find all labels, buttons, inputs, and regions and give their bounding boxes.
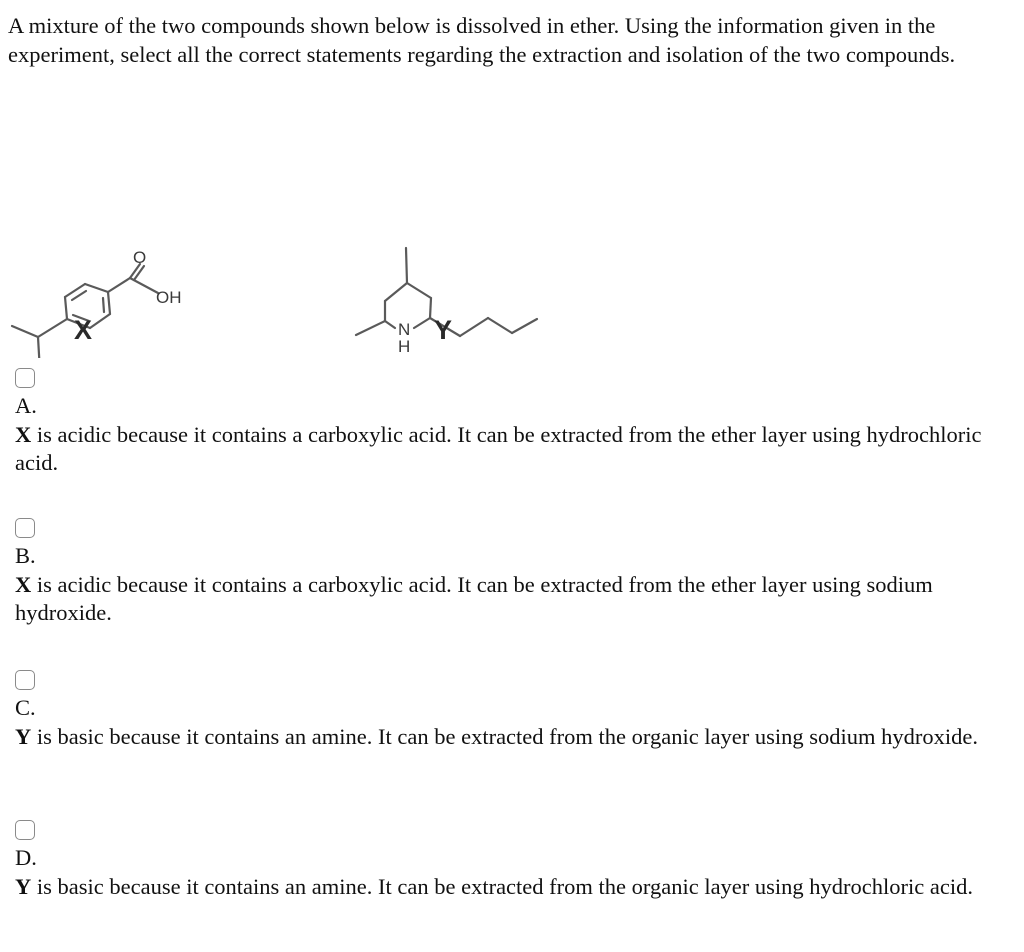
chemical-structures-figure xyxy=(0,118,560,358)
option-b-letter: B. xyxy=(15,543,36,568)
hydroxyl-atom-label: OH xyxy=(156,288,182,307)
option-b-subject: X xyxy=(15,571,32,597)
option-d-subject: Y xyxy=(15,873,32,899)
option-b[interactable] xyxy=(15,518,1005,628)
option-a[interactable] xyxy=(15,368,1005,478)
option-b-text xyxy=(15,571,1005,628)
oxygen-atom-label: O xyxy=(133,248,147,267)
option-d-text xyxy=(15,873,1005,902)
option-b-statement: is acidic because it contains a carboxylic acid. It can be extracted from the ether layer using sodium hydroxide. xyxy=(15,571,933,625)
option-a-statement: is acidic because it contains a carboxylic acid. It can be extracted from the ether layer using hydrochloric acid. xyxy=(15,421,982,475)
compound-x-label: X xyxy=(74,315,93,345)
option-a-subject: X xyxy=(15,421,32,447)
option-c[interactable] xyxy=(15,670,1005,751)
question-text: A mixture of the two compounds shown below is dissolved in ether. Using the information given in the experiment, select all the correct statements regarding the extraction and isolation of the two compounds. xyxy=(8,13,956,67)
hydrogen-atom-label: H xyxy=(398,337,411,356)
compound-y-label: Y xyxy=(434,315,453,345)
option-c-checkbox[interactable] xyxy=(15,670,35,690)
option-d-checkbox[interactable] xyxy=(15,820,35,840)
nitrogen-atom-label: N xyxy=(398,320,411,339)
option-c-subject: Y xyxy=(15,723,32,749)
option-c-statement: is basic because it contains an amine. It can be extracted from the organic layer using sodium hydroxide. xyxy=(31,723,979,749)
option-a-letter: A. xyxy=(15,393,37,418)
option-b-checkbox[interactable] xyxy=(15,518,35,538)
option-c-text xyxy=(15,723,1005,752)
option-a-text xyxy=(15,421,1005,478)
option-a-checkbox[interactable] xyxy=(15,368,35,388)
option-c-letter: C. xyxy=(15,695,36,720)
option-d-statement: is basic because it contains an amine. It can be extracted from the organic layer using hydrochloric acid. xyxy=(31,873,973,899)
option-d[interactable] xyxy=(15,820,1005,901)
option-d-letter: D. xyxy=(15,845,37,870)
